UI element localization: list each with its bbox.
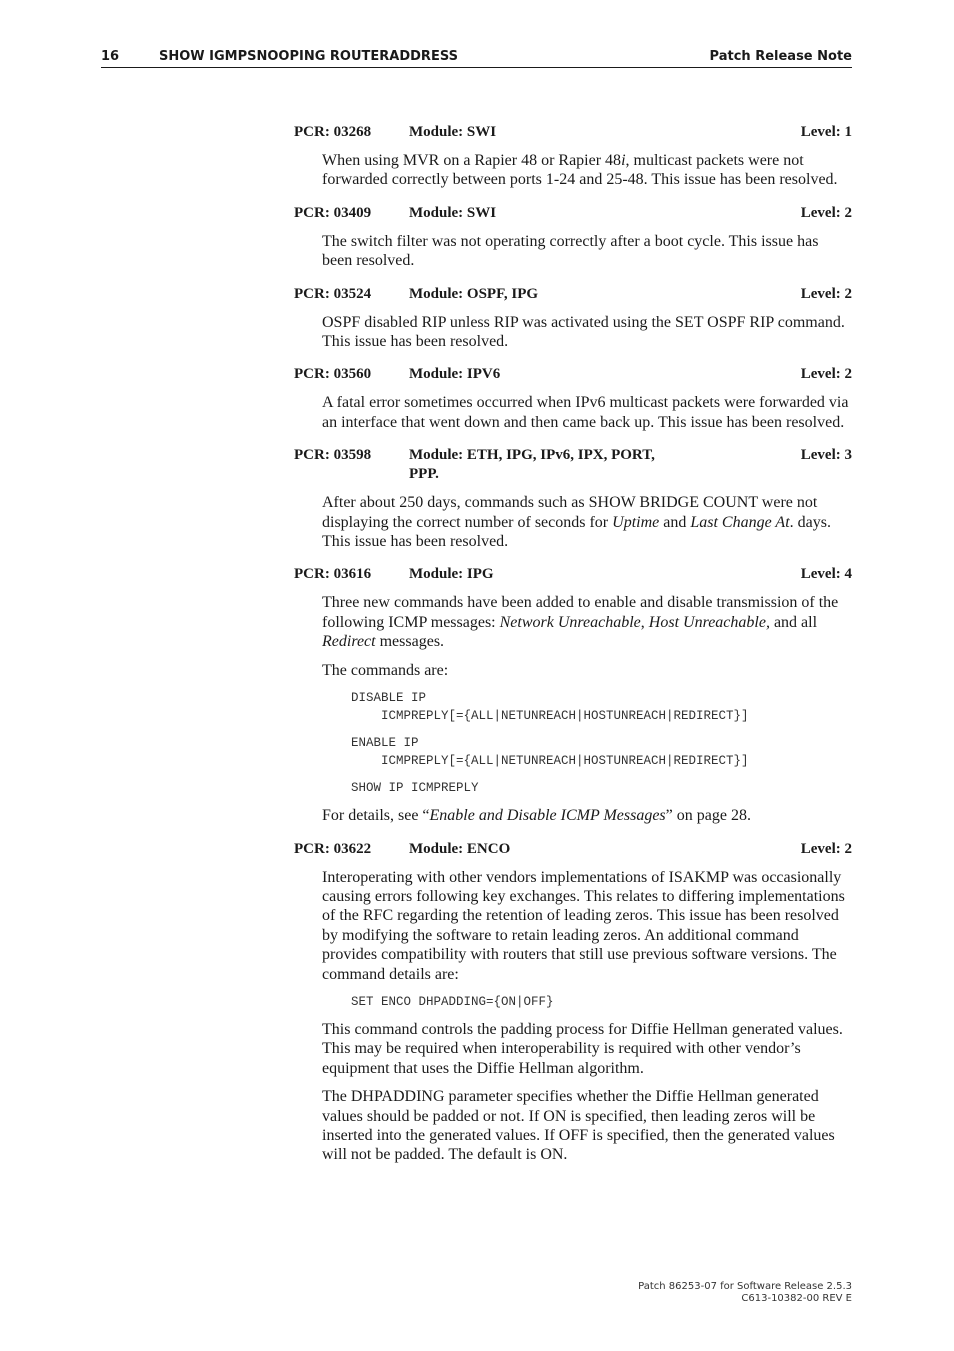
entry-body — [322, 393, 852, 432]
entry-body — [322, 151, 852, 190]
entry-body — [322, 868, 852, 1165]
description-paragraph: After about 250 days, commands such as SHOW BRIDGE COUNT were not displaying the correct number of seconds for Uptime and Last Change At. days. This issue has been resolved. — [322, 494, 831, 551]
description-paragraph: The DHPADDING parameter specifies whether the Diffie Hellman generated values should be padded or not. If ON is specified, then leading zeros will be inserted into the generated values. If OFF is specified, then the generated values will not be padded. The default is ON. — [322, 1088, 835, 1164]
level-label: Level: 4 — [800, 566, 852, 583]
pcr-number: PCR: 03409 — [294, 204, 372, 221]
level-label: Level: 2 — [800, 366, 852, 383]
command-syntax-dhpadding: SET ENCO DHPADDING={ON|OFF} — [351, 994, 554, 1009]
entry-heading — [294, 840, 852, 859]
pcr-number: PCR: 03622 — [294, 840, 372, 857]
entry-body — [322, 232, 852, 271]
commands-intro: The commands are: — [322, 661, 449, 679]
description-paragraph: A fatal error sometimes occurred when IPv6 multicast packets were forwarded via an interface that went down and then came back up. This issue has been resolved. — [322, 394, 849, 431]
pcr-entry-03524 — [294, 285, 852, 352]
entry-heading — [294, 365, 852, 384]
command-syntax-enable: ENABLE IP ICMPREPLY[={ALL|NETUNREACH|HOSTUNREACH|REDIRECT}] — [351, 736, 749, 769]
release-notes-content — [294, 123, 852, 1179]
entry-heading — [294, 565, 852, 584]
document-title: Patch Release Note — [709, 49, 852, 64]
entry-heading — [294, 446, 852, 484]
entry-body — [322, 313, 852, 352]
level-label: Level: 2 — [800, 285, 852, 302]
pcr-entry-03622 — [294, 840, 852, 1165]
pcr-entry-03268 — [294, 123, 852, 190]
pcr-number: PCR: 03268 — [294, 124, 372, 140]
module-name: Module: IPV6 — [409, 366, 501, 383]
cross-reference: For details, see “Enable and Disable ICMP Messages” on page 28. — [322, 807, 751, 825]
level-label: Level: 3 — [800, 447, 852, 464]
page-header — [101, 47, 852, 68]
entry-heading — [294, 204, 852, 223]
module-name: Module: IPG — [409, 566, 494, 583]
pcr-entry-03409 — [294, 204, 852, 271]
level-label: Level: 2 — [800, 840, 852, 857]
level-label: Level: 2 — [800, 204, 852, 221]
entry-heading — [294, 123, 852, 142]
description-paragraph: Three new commands have been added to enable and disable transmission of the following ICMP messages: Network Unreachable, Host Unreachable, and all Redirect messages. — [322, 594, 839, 651]
pcr-entry-03598 — [294, 446, 852, 551]
section-title: SHOW IGMPSNOOPING ROUTERADDRESS — [159, 49, 458, 64]
description-paragraph: When using MVR on a Rapier 48 or Rapier 48i, multicast packets were not forwarded correctly between ports 1-24 and 25-48. This issue has been resolved. — [322, 152, 838, 189]
footer-patch-line: Patch 86253-07 for Software Release 2.5.3 — [638, 1281, 852, 1292]
pcr-number: PCR: 03616 — [294, 566, 372, 583]
module-name: Module: ENCO — [409, 840, 511, 857]
module-name: Module: SWI — [409, 124, 497, 140]
module-name: Module: SWI — [409, 204, 497, 221]
module-name: Module: ETH, IPG, IPv6, IPX, PORT, PPP. — [409, 447, 655, 483]
page-footer — [638, 1281, 852, 1305]
pcr-entry-03616 — [294, 565, 852, 825]
description-paragraph: The switch filter was not operating correctly after a boot cycle. This issue has been resolved. — [322, 232, 819, 270]
pcr-number: PCR: 03560 — [294, 366, 372, 383]
level-label: Level: 1 — [800, 124, 852, 140]
pcr-entry-03560 — [294, 365, 852, 432]
pcr-number: PCR: 03598 — [294, 447, 372, 464]
footer-doc-code: C613-10382-00 REV E — [741, 1293, 852, 1304]
command-syntax-show: SHOW IP ICMPREPLY — [351, 781, 479, 796]
module-name: Module: OSPF, IPG — [409, 285, 539, 302]
entry-body — [322, 593, 852, 825]
pcr-number: PCR: 03524 — [294, 285, 372, 302]
command-syntax-disable: DISABLE IP ICMPREPLY[={ALL|NETUNREACH|HOSTUNREACH|REDIRECT}] — [351, 691, 749, 724]
description-paragraph: Interoperating with other vendors implementations of ISAKMP was occasionally causing errors following key exchanges. This relates to differing implementations of the RFC regarding the retention of leading zeros. This issue has been resolved by modifying the software to retain leading zeros. An additional command provides compatibility with routers that still use previous software versions. The command details are: — [322, 868, 845, 983]
description-paragraph: OSPF disabled RIP unless RIP was activated using the SET OSPF RIP command. This issue has been resolved. — [322, 313, 845, 351]
page-number: 16 — [101, 49, 120, 64]
description-paragraph: This command controls the padding process for Diffie Hellman generated values. This may be required when interoperability is required with other vendor’s equipment that uses the Diffie Hellman algorithm. — [322, 1020, 843, 1077]
entry-body — [322, 493, 852, 551]
entry-heading — [294, 285, 852, 304]
